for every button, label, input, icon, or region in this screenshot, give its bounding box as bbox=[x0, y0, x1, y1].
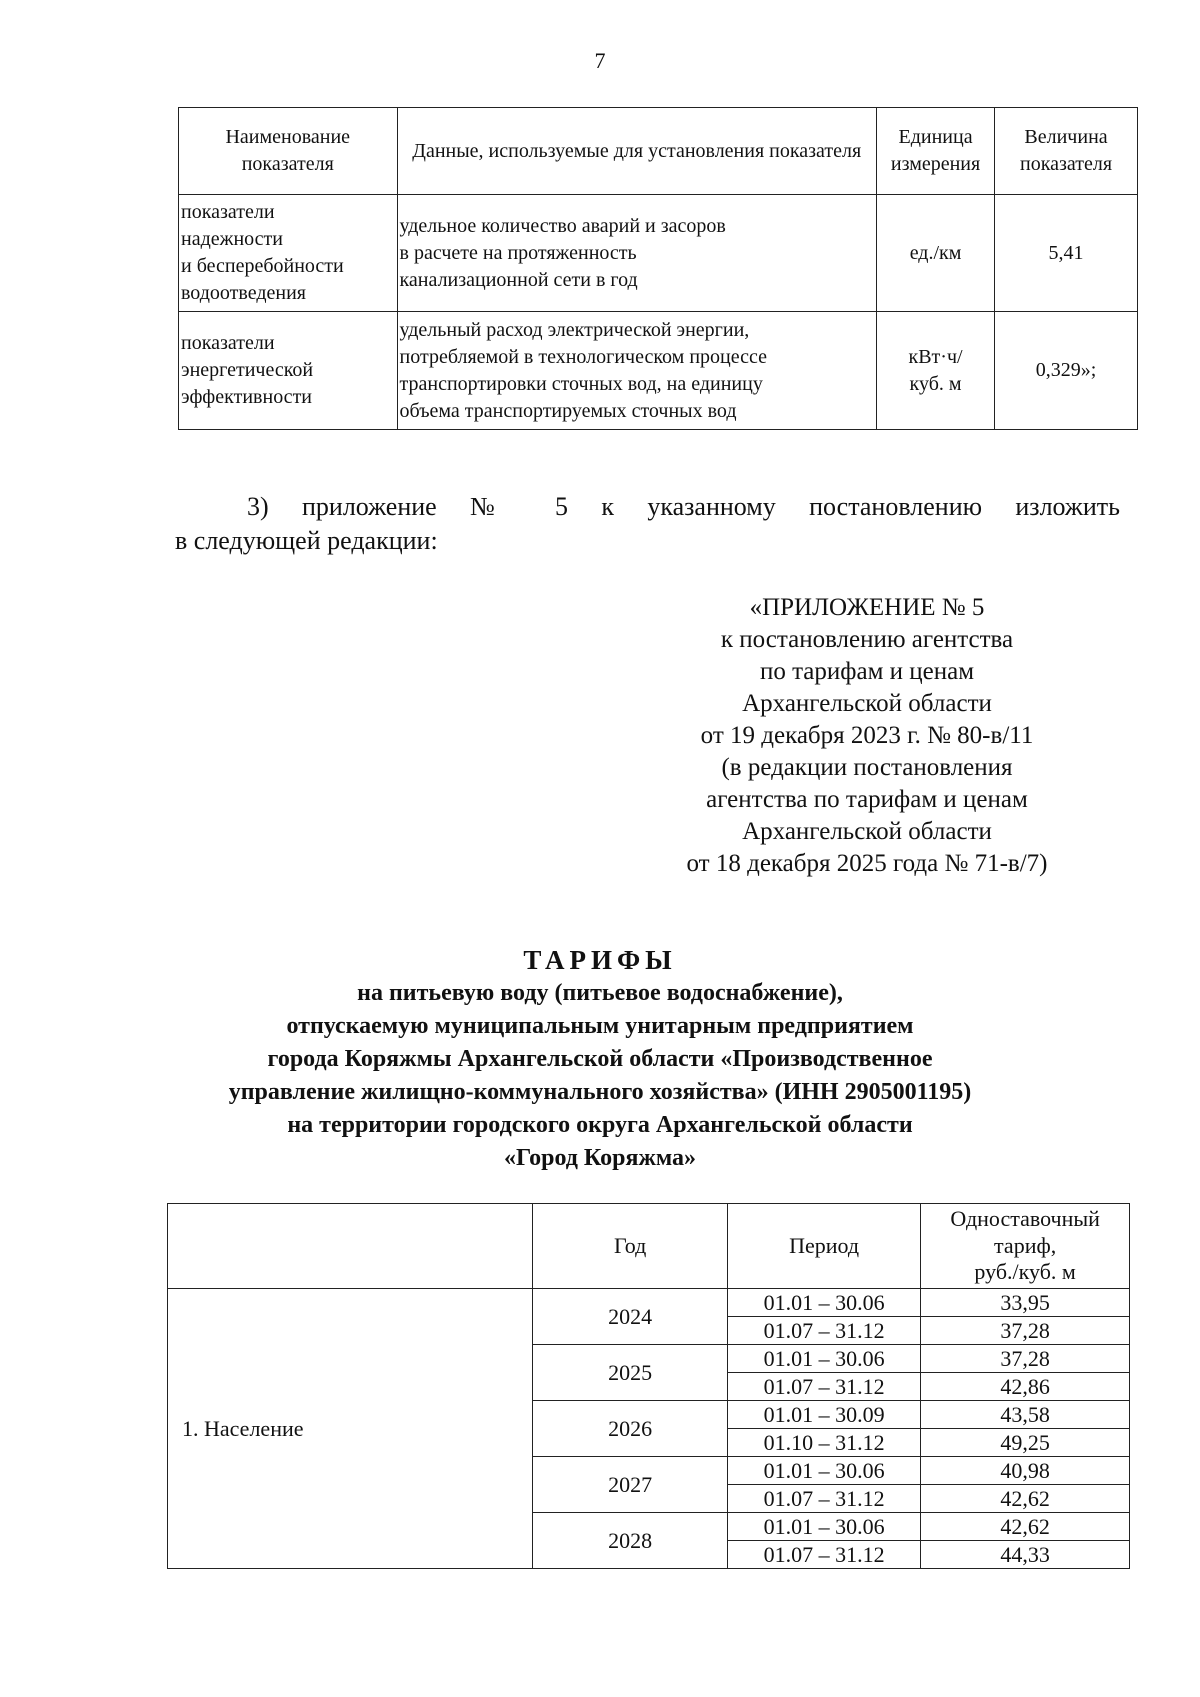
indicator-name-line: водоотведения bbox=[181, 282, 306, 304]
title-line: управление жилищно-коммунального хозяйства» (ИНН 2905001195) bbox=[228, 1079, 972, 1105]
year-cell: 2026 bbox=[533, 1401, 727, 1457]
appendix-line: (в редакции постановления bbox=[721, 754, 1013, 781]
indicator-data-line: удельный расход электрической энергии, bbox=[399, 318, 750, 341]
indicator-name-line: и бесперебойности bbox=[181, 255, 344, 277]
tariff-cell: 43,58 bbox=[921, 1401, 1130, 1429]
appendix-line: к постановлению агентства bbox=[720, 626, 1014, 653]
header-indicator-name: Наименование показателя bbox=[179, 108, 398, 195]
appendix-line: «ПРИЛОЖЕНИЕ № 5 bbox=[749, 594, 985, 621]
page-number: 7 bbox=[594, 48, 606, 73]
period-cell: 01.07 – 31.12 bbox=[727, 1317, 920, 1345]
tariff-cell: 33,95 bbox=[921, 1289, 1130, 1317]
indicator-name-line: энергетической bbox=[181, 359, 314, 381]
tariff-cell: 37,28 bbox=[921, 1345, 1130, 1373]
year-cell: 2028 bbox=[533, 1513, 727, 1569]
title-line: на территории городского округа Архангельской области bbox=[287, 1112, 913, 1138]
header-category bbox=[168, 1204, 533, 1289]
appendix-line: от 19 декабря 2023 г. № 80-в/11 bbox=[700, 722, 1034, 749]
header-year: Год bbox=[533, 1204, 727, 1289]
tariff-cell: 44,33 bbox=[921, 1541, 1130, 1569]
tariffs-header-row bbox=[168, 1204, 1130, 1289]
indicator-name-line: показатели bbox=[181, 332, 275, 354]
indicator-unit: ед./км bbox=[877, 195, 995, 312]
indicator-name-line: эффективности bbox=[181, 386, 313, 408]
title-line: отпускаемую муниципальным унитарным предприятием bbox=[286, 1013, 914, 1039]
tariff-cell: 42,86 bbox=[921, 1373, 1130, 1401]
tariffs-title bbox=[150, 944, 1050, 1175]
indicator-name-line: показатели bbox=[181, 201, 275, 223]
tariffs-table bbox=[167, 1203, 1130, 1569]
period-cell: 01.01 – 30.06 bbox=[727, 1289, 920, 1317]
indicator-value: 5,41 bbox=[995, 195, 1138, 312]
indicator-data-line: объема транспортируемых сточных вод bbox=[399, 399, 737, 422]
header-tariff-line: Одноставочный bbox=[950, 1206, 1100, 1232]
year-cell: 2025 bbox=[533, 1345, 727, 1401]
indicator-name-line: надежности bbox=[181, 228, 283, 250]
header-period: Период bbox=[727, 1204, 920, 1289]
indicator-unit bbox=[877, 312, 995, 430]
header-unit: Единица измерения bbox=[877, 108, 995, 195]
period-cell: 01.01 – 30.06 bbox=[727, 1513, 920, 1541]
indicators-row-energy bbox=[179, 312, 1138, 430]
header-value: Величина показателя bbox=[995, 108, 1138, 195]
indicator-name-cell bbox=[179, 195, 398, 312]
appendix-line: Архангельской области bbox=[742, 818, 992, 845]
appendix-header bbox=[628, 592, 1106, 880]
indicators-row-reliability bbox=[179, 195, 1138, 312]
indicator-unit-line: кВт·ч/ bbox=[908, 345, 963, 368]
tariff-cell: 42,62 bbox=[921, 1485, 1130, 1513]
indicator-data-line: потребляемой в технологическом процессе bbox=[399, 345, 767, 368]
indicators-table bbox=[178, 107, 1138, 430]
indicator-data-line: транспортировки сточных вод, на единицу bbox=[399, 372, 763, 395]
appendix-line: по тарифам и ценам bbox=[759, 658, 975, 685]
indicator-name-cell bbox=[179, 312, 398, 430]
paragraph-line: в следующей редакции: bbox=[175, 526, 438, 555]
tariff-cell: 42,62 bbox=[921, 1513, 1130, 1541]
paragraph-line: 3) приложение № 5 к указанному постановлению изложить bbox=[247, 492, 1120, 521]
header-tariff bbox=[921, 1204, 1130, 1289]
indicator-data-line: канализационной сети в год bbox=[399, 268, 638, 291]
header-indicator-data: Данные, используемые для установления показателя bbox=[397, 108, 877, 195]
tariff-cell: 49,25 bbox=[921, 1429, 1130, 1457]
title-line: на питьевую воду (питьевое водоснабжение), bbox=[357, 980, 843, 1006]
appendix-line: агентства по тарифам и ценам bbox=[706, 786, 1028, 813]
period-cell: 01.10 – 31.12 bbox=[727, 1429, 920, 1457]
indicator-data-cell bbox=[397, 312, 877, 430]
tariff-cell: 37,28 bbox=[921, 1317, 1130, 1345]
title-line: города Коряжмы Архангельской области «Производственное bbox=[267, 1046, 933, 1072]
appendix-line: Архангельской области bbox=[742, 690, 992, 717]
indicators-header-row bbox=[179, 108, 1138, 195]
tariff-cell: 40,98 bbox=[921, 1457, 1130, 1485]
period-cell: 01.07 – 31.12 bbox=[727, 1485, 920, 1513]
indicator-data-cell bbox=[397, 195, 877, 312]
year-cell: 2027 bbox=[533, 1457, 727, 1513]
period-cell: 01.07 – 31.12 bbox=[727, 1541, 920, 1569]
period-cell: 01.01 – 30.09 bbox=[727, 1401, 920, 1429]
indicator-data-line: удельное количество аварий и засоров bbox=[399, 214, 726, 237]
tariffs-heading: ТАРИФЫ bbox=[523, 945, 677, 975]
table-row bbox=[168, 1289, 1130, 1317]
appendix-line: от 18 декабря 2025 года № 71-в/7) bbox=[686, 850, 1048, 877]
period-cell: 01.07 – 31.12 bbox=[727, 1373, 920, 1401]
category-cell: 1. Население bbox=[168, 1289, 533, 1569]
header-tariff-line: руб./куб. м bbox=[974, 1259, 1076, 1285]
year-cell: 2024 bbox=[533, 1289, 727, 1345]
indicator-value: 0,329»; bbox=[995, 312, 1138, 430]
amendment-paragraph bbox=[175, 490, 1120, 558]
title-line: «Город Коряжма» bbox=[503, 1145, 697, 1171]
period-cell: 01.01 – 30.06 bbox=[727, 1457, 920, 1485]
header-tariff-line: тариф, bbox=[994, 1232, 1057, 1258]
indicator-data-line: в расчете на протяженность bbox=[399, 241, 637, 264]
indicator-unit-line: куб. м bbox=[909, 372, 962, 395]
period-cell: 01.01 – 30.06 bbox=[727, 1345, 920, 1373]
